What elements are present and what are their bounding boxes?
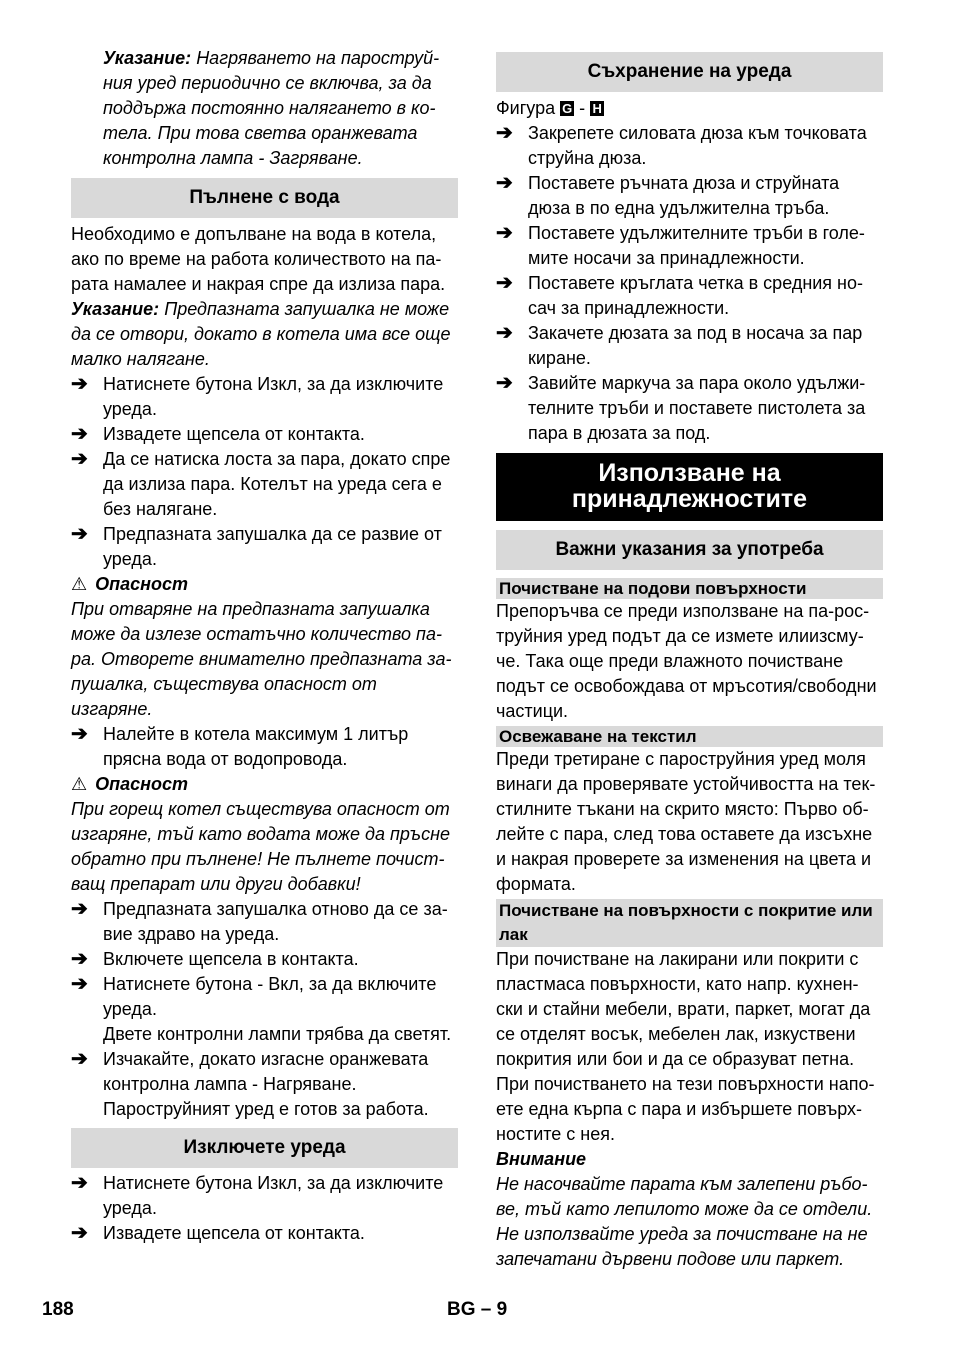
step-item	[71, 1171, 458, 1221]
chapter-heading-line: принадлежностите	[571, 485, 808, 513]
step-text: Завийте маркуча за пара около удължи-телните тръби и поставете пистолета за пара в дюзата за под.	[528, 373, 866, 443]
step-item	[496, 171, 883, 221]
paragraph: При почистването на тези повърхности напо-ете една кърпа с пара и избършете повърх-ностите с нея.	[496, 1074, 875, 1144]
attention-label: Внимание	[496, 1149, 587, 1169]
intro-note	[71, 46, 458, 171]
step-text: Изчакайте, докато изгасне оранжевата контролна лампа - Нагряване.	[103, 1049, 429, 1094]
step-text: Извадете щепсела от контакта.	[103, 424, 365, 444]
left-column	[71, 46, 458, 1246]
subheading-coated: Почистване на повърхности с покритие или лак	[496, 899, 883, 947]
step-item	[496, 271, 883, 321]
figure-reference	[496, 96, 883, 121]
step-item	[71, 947, 458, 972]
note-label: Указание:	[71, 299, 160, 319]
arrow-right-icon: ➔	[71, 898, 88, 920]
paragraph: При почистване на лакирани или покрити с пластмаса повърхности, като напр. кухнен-ски и стайни мебели, врати, паркет, могат да се отделят восък, мебелен лак, изкуствени покрития или бои и да се образуват петна.	[496, 949, 871, 1069]
warning-triangle-icon: ⚠	[71, 574, 88, 594]
step-text: Налейте в котела максимум 1 литър прясна вода от водопровода.	[103, 724, 409, 769]
arrow-right-icon: ➔	[496, 322, 513, 344]
arrow-right-icon: ➔	[496, 122, 513, 144]
page-number: 188	[42, 1299, 74, 1320]
step-text: Натиснете бутона - Вкл, за да включите уреда.	[103, 974, 437, 1019]
attention-text: Не насочвайте парата към залепени ръбо-ве, тъй като лепилото може да се отдели. Не използвайте уреда за почистване на не запечатани дървени подове или паркет.	[496, 1174, 873, 1269]
paragraph: Необходимо е допълване на вода в котела, ако по време на работа количеството на па-рата намалее и накрая спре да излиза пара.	[71, 224, 446, 294]
arrow-right-icon: ➔	[71, 973, 88, 995]
danger-text: При отваряне на предпазната запушалка може да излезе остатъчно количество па-ра. Отворете внимателно предпазната за-пушалка, съществува опасност от изгаряне.	[71, 599, 452, 719]
danger-label: Опасност	[95, 774, 189, 794]
step-text: Предпазната запушалка да се развие от уреда.	[103, 524, 442, 569]
step-text: Включете щепсела в контакта.	[103, 949, 359, 969]
arrow-right-icon: ➔	[71, 448, 88, 470]
arrow-right-icon: ➔	[496, 172, 513, 194]
paragraph: Препоръчва се преди използване на па-рос-труйния уред подът да се измете илиизсму-че. Така още преди влажното почистване подът се освобождава от мръсотия/свободни частици.	[496, 601, 877, 721]
step-item	[71, 972, 458, 1022]
step-text: Да се натиска лоста за пара, докато спре да излиза пара. Котелът на уреда сега е без налягане.	[103, 449, 451, 519]
arrow-right-icon: ➔	[71, 1048, 88, 1070]
subheading-textiles: Освежаване на текстил	[496, 726, 883, 747]
step-item	[71, 447, 458, 522]
chapter-heading	[496, 453, 883, 521]
arrow-right-icon: ➔	[71, 1222, 88, 1244]
subheading-floors: Почистване на подови повърхности	[496, 578, 883, 599]
step-note: Двете контролни лампи трябва да светят.	[103, 1024, 452, 1044]
step-text: Поставете удължителните тръби в голе-мите носачи за принадлежности.	[528, 223, 865, 268]
paragraph: Преди третиране с пароструйния уред моля винаги да проверявате устойчивостта на тек-стилните тъкани на скрито място: Първо об-лейте с пара, след това оставете да изсъхне и накрая проверете за изменения на цвета и формата.	[496, 749, 876, 894]
figure-label: Фигура	[496, 98, 556, 118]
note	[71, 297, 458, 372]
figure-letter-box: H	[590, 101, 604, 116]
section-heading-important: Важни указания за употреба	[496, 530, 883, 570]
arrow-right-icon: ➔	[71, 423, 88, 445]
figure-letter-box: G	[562, 101, 573, 116]
arrow-right-icon: ➔	[496, 222, 513, 244]
step-item	[496, 121, 883, 171]
step-item	[71, 1221, 458, 1246]
warning-triangle-icon: ⚠	[71, 774, 88, 794]
section-heading-filling: Пълнене с вода	[71, 178, 458, 218]
danger-text: При горещ котел съществува опасност от изгаряне, тъй като водата може да пръсне обратно при пълнене! Не пълнете почист-ващ препарат или други добавки!	[71, 799, 451, 894]
right-column	[496, 46, 883, 1272]
chapter-heading-line: Използване на	[598, 459, 781, 487]
step-item	[71, 422, 458, 447]
step-text: Предпазната запушалка отново да се за-вие здраво на уреда.	[103, 899, 448, 944]
step-item	[71, 522, 458, 572]
step-text: Поставете кръглата четка в средния но-сач за принадлежности.	[528, 273, 864, 318]
section-code: BG – 9	[447, 1299, 508, 1320]
step-text: Натиснете бутона Изкл, за да изключите уреда.	[103, 1173, 444, 1218]
note-text: Нагряването на пароструй-ния уред периодично се включва, за да поддържа постоянно налягането в ко-тела. При това светва оранжевата контролна лампа - Загряване.	[103, 48, 440, 168]
step-item	[496, 321, 883, 371]
arrow-right-icon: ➔	[71, 948, 88, 970]
arrow-right-icon: ➔	[71, 373, 88, 395]
danger-heading	[71, 772, 458, 797]
step-text: Извадете щепсела от контакта.	[103, 1223, 365, 1243]
step-text: Закачете дюзата за под в носача за пар киране.	[528, 323, 863, 368]
arrow-right-icon: ➔	[71, 723, 88, 745]
step-item	[496, 371, 883, 446]
step-item	[496, 221, 883, 271]
section-heading-storage: Съхранение на уреда	[496, 52, 883, 92]
danger-label: Опасност	[95, 574, 189, 594]
arrow-right-icon: ➔	[496, 272, 513, 294]
note-text: Предпазната запушалка не може да се отвори, докато в котела има все още малко налягане.	[71, 299, 451, 369]
step-text: Закрепете силовата дюза към точковата струйна дюза.	[528, 123, 867, 168]
step-note: Пароструйният уред е готов за работа.	[103, 1099, 429, 1119]
step-item	[71, 722, 458, 772]
step-item	[71, 897, 458, 947]
step-item	[71, 1047, 458, 1097]
step-item	[71, 372, 458, 422]
figure-dash: -	[579, 98, 586, 118]
arrow-right-icon: ➔	[496, 372, 513, 394]
step-text: Натиснете бутона Изкл, за да изключите уреда.	[103, 374, 444, 419]
arrow-right-icon: ➔	[71, 523, 88, 545]
note-label: Указание:	[103, 48, 192, 68]
step-text: Поставете ръчната дюза и струйната дюза в по една удължителна тръба.	[528, 173, 840, 218]
section-heading-switch-off: Изключете уреда	[71, 1128, 458, 1168]
arrow-right-icon: ➔	[71, 1172, 88, 1194]
danger-heading	[71, 572, 458, 597]
